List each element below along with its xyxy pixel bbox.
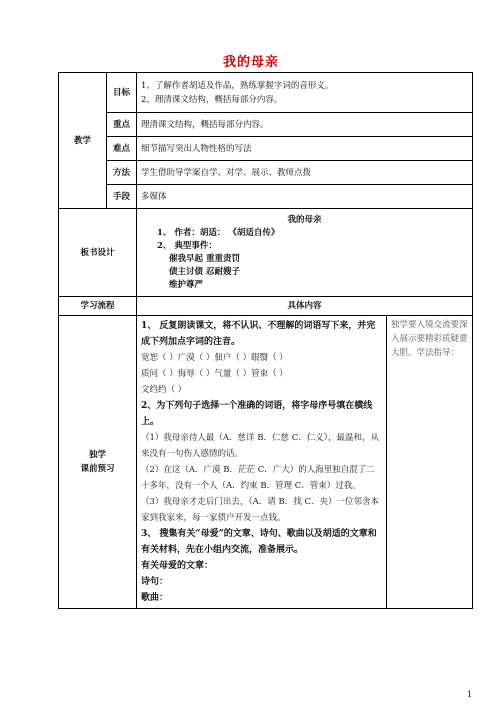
pinyin-line-2: 质问（ ）侮辱（ ）气量（ ）管束（ ）	[141, 369, 288, 379]
goal-label: 目标	[107, 73, 137, 113]
side-note: 独学要入境交流要深入展示要精彩质疑要大胆。学法指导：	[387, 316, 473, 609]
flow-label: 学习流程	[59, 297, 137, 316]
board-label: 板书设计	[59, 209, 137, 297]
difficulty-label: 难点	[107, 137, 137, 161]
board-event-1: 催我早起 重重责罚	[169, 253, 240, 264]
board-events-head: 2、 典型事件：	[157, 240, 217, 251]
content-label: 具体内容	[137, 297, 473, 316]
board-title: 我的母亲	[287, 214, 322, 225]
page-title: 我的母亲	[222, 55, 279, 70]
sentence-1: （1）我母亲待人最（A．慈详 B．仁慈 C．仁义），最温和，从来没有一句伤人感情的话。	[141, 433, 379, 459]
question-3: 3、 搜集有关“母爱”的文章、诗句、歌曲以及胡适的文章和有关材料，先在小组内交流，准备展示。	[141, 529, 377, 555]
board-content	[137, 209, 473, 297]
focus-label: 重点	[107, 113, 137, 137]
method-content: 学生借助导学案自学、对学、展示、教师点拨	[137, 161, 473, 185]
lesson-plan-table	[58, 72, 473, 609]
pinyin-line-1: 宽恕（ ）广漠（ ）佃户（ ）眼翳（ ）	[141, 353, 288, 363]
page-number: 1	[466, 690, 472, 699]
poems-label: 诗句：	[141, 577, 169, 587]
preview-content	[137, 316, 387, 609]
pinyin-line-3: 文绉绉（ ）	[141, 385, 187, 395]
question-2: 2、为下列句子选择一个准确的词语，将字母序号填在横线上。	[141, 401, 373, 427]
method-label: 方法	[107, 161, 137, 185]
sentence-2: （2）在这（A．广漠 B．茫茫 C．广大）的人海里独自混了二十多年，没有一个人（A．约束 B．管理 C．管束）过我。	[141, 465, 375, 491]
means-content: 多媒体	[137, 185, 473, 209]
songs-label: 歌曲：	[141, 593, 169, 603]
teaching-label: 教学	[59, 73, 107, 209]
difficulty-content: 细节描写突出人物性格的写法	[137, 137, 473, 161]
goal-item-1: 1、了解作者胡适及作品，熟练掌握字词的音形义。	[141, 80, 334, 91]
board-event-3: 维护尊严	[169, 279, 204, 290]
preview-label-1: 独学	[88, 450, 106, 460]
mother-articles-label: 有关母爱的文章：	[141, 561, 214, 571]
board-author-line: 1、 作者：胡适： 《胡适自传》	[157, 227, 280, 238]
preview-label	[59, 316, 137, 609]
sentence-3: （3）我母亲才走后门出去，（A．请 B．找 C．央）一位邻舍本家到我家来，每一家债户开发一点钱。	[141, 497, 379, 523]
goal-item-2: 2、理清课文结构，概括每部分内容。	[141, 94, 283, 105]
board-event-2: 债主讨债 忍耐嫂子	[169, 266, 240, 277]
means-label: 手段	[107, 185, 137, 209]
focus-content: 理清课文结构，概括每部分内容。	[137, 113, 473, 137]
preview-label-2: 课前预习	[80, 464, 115, 474]
question-1: 1、 反复朗读课文，将不认识、不理解的词语写下来，并完成下列加点字词的注音。	[141, 321, 376, 347]
goal-content	[137, 73, 473, 113]
